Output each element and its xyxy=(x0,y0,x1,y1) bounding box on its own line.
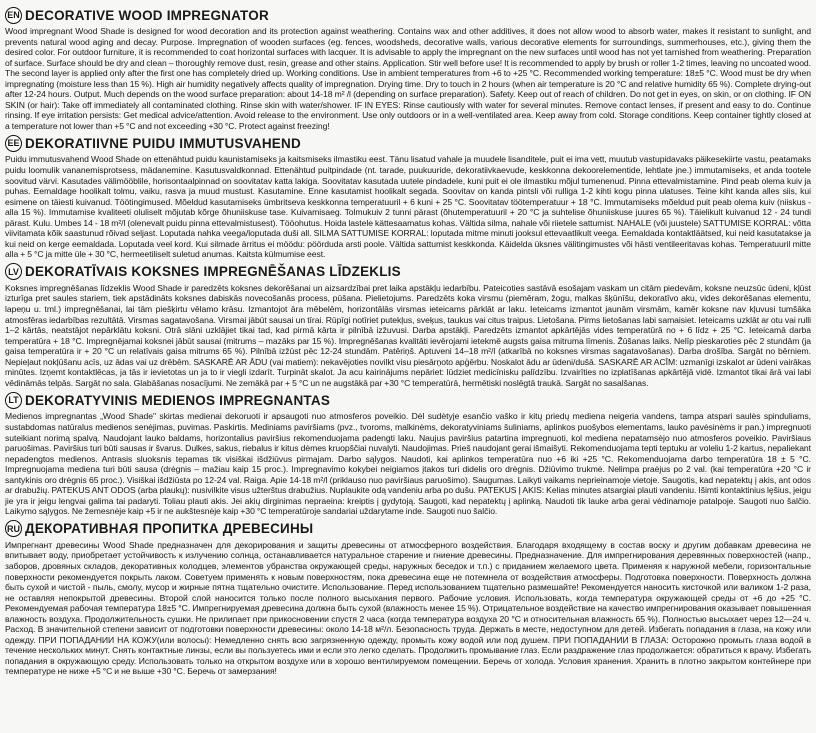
section-title: DEKORATYVINIS MEDIENOS IMPREGNANTAS xyxy=(25,392,331,408)
section-body: Импрегнант древесины Wood Shade предназначен для декорирования и защиты древесины от атмосферного воздействия. Благодаря входящему в состав воску и другим добавкам древесина не впитывает воду, приобретает устойчивость к излучению солнца, останавливается натуральное старение и гниение древесины. Предназначение. Для импрегнирования деревянных поверхностей (напр., заборов, дровяных складов, декоративных колодцев, элементов убранства окружающей среды, наружных беседок и т.п.) с приданием желаемого цвета. Применяя к наружной мебели, горизонтальные поверхности рекомендуется покрыть лаком. Советуем применять к новым поверхностям, пока древесина еще не потемнела от воздействия атмосферы. Подготовка поверхности. Поверхность должна быть сухой и чистой - пыль, смолу, мусор и жирные пятна тщательно очистите. Использование. Перед использованием тщательно размешайте! Рекомендуется наносить кисточкой или валиком 1-2 раза, не оставляя непокрытой древесины. Второй слой наносится только после полного высыхания первого. Рабочие условия. Использовать, когда температура окружающей среды от +6 до +25 °C. Рекомендуемая рабочая температура 18±5 °C. Импрегнируемая древесина должна быть сухой (влажность менее 15 %). Отрицательное воздействие на качество импрегнирования оказывает повышенная влажность воздуха. Продолжительность сушки. Не прилипает при прикосновении спустя 2 часа (когда температура воздуха 20 °C и относительная влажность 65 %). Полностью высыхает через 12—24 ч. Расход. В значительной степени зависит от подготовки поверхности древесины: около 14-18 м²/л. Безопасность труда. Держать в месте, недоступном для детей. Избегать попадания в глаза, на кожу или одежду. ПРИ ПОПАДАНИИ НА КОЖУ(или волосы): Немедленно снять всю загрязненную одежду, промыть кожу водой или под душем. ПРИ ПОПАДАНИИ В ГЛАЗА: Осторожно промыть глаза водой в течение нескольких минут. Снять контактные линзы, если вы пользуетесь ими и если это легко сделать. Продолжить промывание глаз. Если раздражение глаз продолжается: обратиться к врачу. Избегать попадания в окружающую среду. Использовать только на открытом воздухе или в хорошо вентилируемом помещении. Беречь от холода. Условия хранения. Хранить в плотно закрытом контейнере при температуре не ниже +5 °C и не выше +30 °C. Беречь от замерзания! xyxy=(5,539,811,677)
section-title: ДЕКОРАТИВНАЯ ПРОПИТКА ДРЕВЕСИНЫ xyxy=(25,521,314,537)
section-body: Koksnes impregnēšanas līdzeklis Wood Shade ir paredzēts koksnes dekorēšanai un aizsardzībai pret laika apstākļu iedarbību. Pateicoties sastāvā esošajam vaskam un citām piedevām, koksne neuzsūc ūdeni, kļūst izturīga pret saules stariem, tiek apstādināts koksnes dabiskās novecošanās process, pūšana. Pielietojums. Paredzēts koka virsmu (piemēram, žogu, malkas šķūnīšu, dekoratīvo aku, vides dekorēšanas elementu, lapeņu u. tml.) impregnēšanai, lai tām piešķirtu vēlamo krāsu. Izmantojot āra mēbelēm, horizontālās virsmas ieteicams pārklāt ar laku. Ieteicams izmantot jaunām virsmām, kamēr koksne nav kļuvusi tumšāka atmosfēras iedarbības rezultātā. Virsmas sagatavošana. Virsmai jābūt sausai un tīrai. Rūpīgi notīriet putekļus, sveķus, taukus vai citus traipus. Lietošana. Pirms lietošanas labi samaisiet. Ieteicams uzklāt ar otu vai rulli 1–2 kārtās, neatstājot nepārklātu koksni. Otrā slāni uzklājiet tikai tad, kad pirmā kārta ir pilnībā izžuvusi. Darba apstākļi. Paredzēts izmantot apkārtējās vides temperatūrā no + 6 līdz + 25 °C. Ieteicamā darba temperatūra + 18 °C. Impregnējamai koksnei jābūt sausai (mitrums – mazāks par 15 %). Impregnēšanas kvalitāti ievērojami ietekmē augsts gaisa mitruma līmenis. Žūšanas laiks. Nelīp pieskaroties pēc 2 stundām (ja gaisa temperatūra ir + 20 °C un relatīvais gaisa mitrums 65 %). Pilnībā izžūst pēc 12-24 stundām. Patēriņš. Aptuveni 14–18 m²/l (atkarībā no koksnes virsmas sagatavošanas). Darba drošība. Sargāt no bērniem. Nepieļaut nokļūšanu acīs, uz ādas vai uz drēbēm. SASKARĒ AR ĀDU (vai matiem): nekavējoties novilkt visu piesārņoto apģērbu. Noskalot ādu ar ūdeni/dušā. SASKARĒ AR ACĪM: uzmanīgi izskalot ar ūdeni vairākas minūtes. Izņemt kontaktlēcas, ja tās ir ievietotas un ja to ir viegli izdarīt. Turpināt skalot. Ja acu kairinājums nepāriet: lūdziet medicīnisku palīdzību. Izvairīties no izplatīšanas apkārtējā vidē. Izmantot tikai ārā vai labi vēdināmās telpās. Sargāt no sala. Glabāšanas nosacījumi. Ne zemākā par + 5 °C un ne augstākā par +30 °C temperatūrā, hermētiski noslēgtā traukā. Sargāt no sasalšanas. xyxy=(5,282,811,388)
section-ru xyxy=(5,520,811,677)
language-badge-lv: LV xyxy=(5,263,22,280)
section-lt xyxy=(5,391,811,516)
section-header xyxy=(5,520,811,538)
section-title: DEKORATIIVNE PUIDU IMMUTUSVAHEND xyxy=(25,135,301,151)
section-lv xyxy=(5,263,811,388)
section-header xyxy=(5,391,811,409)
section-body: Wood impregnant Wood Shade is designed for wood decoration and its protection against weathering. Contains wax and other additives, it does not allow wood to absorb water, makes it resistant to sunlight, and prevents natural wood aging and decay. Purpose. Impregnation of wooden surfaces (eg. fences, woodsheds, decorative walls, various decorative elements for surroundings, summerhouses, etc.), giving them the desired color. For outdoor furniture, it is recommended to coat horizontal surfaces with lacquer. It is advisable to apply the impregnant on the new surfaces until wood has not yet tarnished from weathering. Preparation of surface. Surface should be dry and clean – thoroughly remove dust, resin, grease and other stains. Application. Stir well before use! It is recommended to apply by brush or roller 1-2 times, leaving no uncoated wood. The second layer is applied only after the first one has completely dried up. Working conditions. Use in ambient temperatures from +6 to +25 °C. Recommended working temperature: 18±5 °C. Wood must be dry when impregnating (moisture less than 15 %). High air humidity negatively affects quality of impregnation. Drying time. Dry to touch in 2 hours (when air temperature is 20 °C and relative humidity 65 %). Complete drying-out after 12-24 hours. Output. Much depends on the wood surface preparation: about 14-18 m² /l (depending on surface preparation). Safety. Keep out of reach of children. Do not get in eyes, on skin, or on clothing. IF ON SKIN (or hair): Take off immediately all contaminated clothing. Rinse skin with water/shower. IF IN EYES: Rinse cautiously with water for several minutes. Remove contact lenses, if present and easy to do. Continue rinsing. If eye irritation persists: Get medical advice/attention. Avoid release to the environment. Use only outdoors or in a well-ventilated area. Keep away from cold. Storage conditions. Keep container tightly closed at a temperature not lower than +5 °C and not exceeding +30 °C. Protect against freezing! xyxy=(5,26,811,131)
section-body: Puidu immutusvahend Wood Shade on ettenähtud puidu kaunistamiseks ja kaitsmiseks ilmastiku eest. Tänu lisatud vahale ja muudele lisanditele, puit ei ima vett, muutub vastupidavaks päikesekiirte vastu, peatamaks puidu loomulik vananemisprotsess, mädanemine. Kasutusvaldkonnad. Ettenähtud puitpindade (nt. tarade, puukuuride, dekoratiivkaevude, keskkonna dekoorelementide, lehtlate jne.) immutamiseks, et anda tootele soovitud värvi. Kasutades välimööblile, horisontaalpinnad on soovitatav katta lakiga. Soovitatav kasutada uutele pindadele, kuni puit ei ole ilmastiku mõjul tumenenud. Pinna ettevalmistamine. Pind peab olema kuiv ja puhas. Eemaldage hoolikalt tolmu, vaiku, rasva ja muud mustust. Kasutamine. Enne kasutamist hoolikalt segada. Soovitav on kanda pintsli või rulliga 1-2 kihti kogu pinna ulatuses. Teine kiht kanda alles siis, kui esimene on täiesti kuivanud. Töötingimused. Mõeldud kasutamiseks ümbritseva keskkonna temperatuuril + 6 kuni + 25 °C. Soovitatav töötemperatuur + 18 °C. Immutamiseks mõeldud puit peab olema kuiv (niiskus - alla 15 %). Immutamise kvaliteeti oluliselt mõjutab kõrge õhuniiskuse tase. Kuivamisaeg. Tolmukuiv 2 tunni pärast (õhutemperatuuril + 20 °C ja suhtelise õhuniiskuse juures 65 %). Täielikult kuivanud 12 - 24 tundi pärast. Kulu. Umbes 14 - 18 m²/l (olenevalt puidu pinna ettevalmistusest). Tööohutus. Hoida lastele kättesaamatus kohas. Vältida silma, nahale või riietele sattumist. NAHALE (või juustele) SATTUMISE KORRAL: võtta viivitamata kõik saastunud rõivad seljast. Loputada nahka veega/loputada duši all. SILMA SATTUMISE KORRAL: loputada mitme minuti jooksul ettevaatlikult veega. Eemaldada kontaktläätsed, kui neid kasutatakse ja kui neid on kerge eemaldada. Loputada veel kord. Kui silmade ärritus ei möödu: pöörduda arsti poole. Vältida sattumist keskkonda. Käidelda üksnes välitingimustes või hästi ventileeritavas kohas. Temperatuuril mitte alla + 5 °C ja mitte üle + 30 °C, hermeetiliselt suletud anumas. Kaitsta külmumise eest. xyxy=(5,154,811,260)
language-badge-en: EN xyxy=(5,7,22,24)
section-ee xyxy=(5,134,811,259)
section-header xyxy=(5,263,811,281)
language-badge-ru: RU xyxy=(5,520,22,537)
section-header xyxy=(5,134,811,152)
section-title: DEKORATĪVAIS KOKSNES IMPREGNĒŠANAS LĪDZEKLIS xyxy=(25,264,401,280)
language-badge-lt: LT xyxy=(5,392,22,409)
section-header xyxy=(5,6,811,24)
section-title: DECORATIVE WOOD IMPREGNATOR xyxy=(25,7,269,23)
section-body: Medienos impregnantas „Wood Shade" skirtas medienai dekoruoti ir apsaugoti nuo atmosferos poveikio. Dėl sudėtyje esančio vaško ir kitų priedų mediena neigeria vandens, tampa atspari saulės spinduliams, sustabdomas natūralus medienos senėjimas, puvimas. Paskirtis. Mediniams paviršiams (pvz., tvoroms, malkinėms, dekoratyviniams šuliniams, aplinkos puošybos elementams, lauko pavėsinėms ir pan.) impregnuoti suteikiant norimą spalvą. Naudojant lauko baldams, horizontalius paviršius rekomenduojama padengti laku. Naujus paviršius patartina impregnuoti, kol mediena nepatamsėjo nuo atmosferos poveikio. Paviršiaus paruošimas. Paviršius turi būti sausas ir švarus. Dulkes, sakus, riebalus ir kitus dėmes kruopščiai nuvalyti. Naudojimas. Prieš naudojant gerai išmaišyti. Rekomenduojama tepti teptuku ar voleliu 1-2 kartus, nepaliekant nepadengtos medienos. Antrasis sluoksnis tepamas tik visiškai išdžiūvus pirmajam. Darbo sąlygos. Naudoti, kai aplinkos temperatūra nuo +6 iki +25 °C. Rekomenduojama darbo temperatūra 18 ± 5 °C. Impregnuojama mediena turi būti sausa (drėgnis – mažiau kaip 15 proc.). Impregnavimo kokybei neigiamos įtakos turi didelis oro drėgnis. Džiūvimo trukmė. Nelimpa praėjus po 2 val. (kai temperatūra +20 °C ir santykinis oro drėgnis 65 proc.). Visiškai išdžiūsta po 12-24 val. Raiga. Apie 14-18 m²/l (priklauso nuo paviršiaus paruošimo). Saugumas. Laikyti vaikams neprieinamoje vietoje. Saugotis, kad nepatektų į akis, ant odos ar drabužių. PATEKUS ANT ODOS (arba plaukų): nusivilkite visus užterštus drabužius. Nuplaukite odą vandeniu arba po dušu. PATEKUS Į AKIS: Kelias minutes atsargiai plauti vandeniu. Išimti kontaktinius lęšius, jeigu jie yra ir jeigu lengvai galima tai padaryti. Toliau plauti akis. Jei akių dirginimas nepraeina: kreiptis į gydytoją. Saugoti, kad nepatektų į aplinką. Naudoti tik lauke arba gerai vėdinamoje patalpoje. Saugoti nuo šalčio. Laikymo sąlygos. Ne žemesnėje kaip +5 ir ne aukštesnėje kaip +30 °C temperatūroje sandariai uždarytame inde. Saugoti nuo šalčio. xyxy=(5,411,811,517)
section-en xyxy=(5,6,811,131)
language-badge-ee: EE xyxy=(5,135,22,152)
